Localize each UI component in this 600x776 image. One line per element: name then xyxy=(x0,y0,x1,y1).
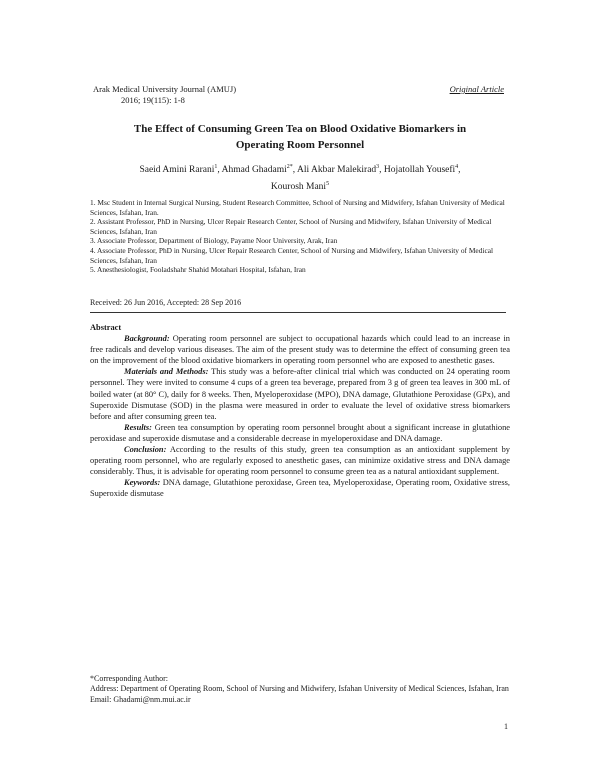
affiliation-item: 1. Msc Student in Internal Surgical Nursing, Student Research Committee, School of Nursing and Midwifery, Isfahan University of Medical Sciences, Isfahan, Iran. xyxy=(90,198,505,217)
abstract-methods xyxy=(90,366,510,421)
paper-title xyxy=(90,121,510,153)
conclusion-label: Conclusion: xyxy=(124,445,167,455)
affiliation-item: 2. Assistant Professor, PhD in Nursing, Ulcer Repair Research Center, School of Nursing and Midwifery, Isfahan University of Medical Sciences, Isfahan, Iran xyxy=(90,217,492,236)
author-affiliation-mark: 5 xyxy=(326,181,330,188)
affiliation-item: 3. Associate Professor, Department of Biology, Payame Noor University, Arak, Iran xyxy=(90,236,338,246)
author-name: Kourosh Mani xyxy=(270,182,327,193)
abstract-conclusion xyxy=(90,444,510,477)
corresponding-address: Address: Department of Operating Room, School of Nursing and Midwifery, Isfahan University of Medical Sciences, Isfahan, Iran xyxy=(90,684,509,694)
abstract-background xyxy=(90,333,510,366)
journal-header xyxy=(93,84,236,106)
results-label: Results: xyxy=(124,422,152,432)
article-type-link[interactable]: Original Article xyxy=(449,84,504,94)
author-name: Ahmad Ghadami xyxy=(221,165,287,176)
corresponding-email[interactable]: Email: Ghadami@nm.mui.ac.ir xyxy=(90,694,191,704)
author-name: Hojatollah Yousefi xyxy=(383,165,456,176)
author-list xyxy=(100,160,500,194)
author-name: Ali Akbar Malekirad xyxy=(297,165,377,176)
header-divider xyxy=(90,312,506,313)
corresponding-label: *Corresponding Author: xyxy=(90,674,168,683)
affiliation-item: 4. Associate Professor, PhD in Nursing, Ulcer Repair Research Center, School of Nursing and Midwifery, Isfahan University of Medical Sciences, Isfahan, Iran xyxy=(90,245,494,265)
author-affiliation-mark: 2* xyxy=(286,164,293,170)
corresponding-author xyxy=(90,674,510,705)
received-accepted-dates: Received: 26 Jun 2016, Accepted: 28 Sep 2016 xyxy=(90,298,242,307)
methods-text: This study was a before-after clinical trial which was conducted on 24 operating room personnel. They were invited to consume 4 cups of a green tea beverage, prepared from 3 g of green tea leaves in 300 mL of boiled water (at 80° C), daily for 8 weeks. Then, Myeloperoxidase (MPO), DNA damage, Glutathione Peroxidase (GPx), and Superoxide Dismutase (SOD) in the plasma were measured in order to evaluate the level of oxidative stress biomarkers before and after consuming green tea. xyxy=(90,367,510,421)
affiliation-item: 5. Anesthesiologist, Fooladshahr Shahid Motahari Hospital, Isfahan, Iran xyxy=(90,265,306,275)
author-affiliation-mark: 3 xyxy=(376,164,380,170)
title-line-2: Operating Room Personnel xyxy=(235,139,365,151)
page-number: 1 xyxy=(504,722,508,731)
abstract-heading: Abstract xyxy=(90,323,122,332)
abstract-section xyxy=(90,322,510,500)
journal-issue: 2016; 19(115): 1-8 xyxy=(121,95,185,105)
journal-name: Arak Medical University Journal (AMUJ) xyxy=(93,84,237,94)
background-label: Background: xyxy=(124,334,170,344)
author-affiliation-mark: 4 xyxy=(455,164,459,170)
abstract-keywords xyxy=(90,477,510,499)
results-text: Green tea consumption by operating room personnel brought about a significant increase in glutathione peroxidase and superoxide dismutase and a considerable decrease in myeloperoxidase and DNA damage. xyxy=(90,422,510,443)
conclusion-text: According to the results of this study, green tea consumption as an antioxidant supplement by operating room personnel, who are regularly exposed to anesthetic gases, can minimize oxidative stress and DNA damage considerably. Thus, it is advisable for operating room personnel to consume green tea as a natural antioxidant supplement. xyxy=(90,445,510,477)
author-affiliation-mark: 1 xyxy=(214,164,218,170)
title-line-1: The Effect of Consuming Green Tea on Blood Oxidative Biomarkers in xyxy=(133,123,467,135)
author-separator: , xyxy=(379,165,384,176)
keywords-label: Keywords: xyxy=(124,478,161,488)
affiliation-list xyxy=(90,198,510,275)
methods-label: Materials and Methods: xyxy=(124,367,209,377)
author-separator: , xyxy=(458,165,461,176)
author-separator: , xyxy=(217,165,222,176)
abstract-results xyxy=(90,422,510,444)
author-name: Saeid Amini Rarani xyxy=(139,165,215,176)
background-text: Operating room personnel are subject to occupational hazards which could lead to an increase in free radicals and develop various diseases. The aim of the present study was to determine the effect of consuming green tea on the improvement of the blood oxidative biomarkers in operating room personnel who are exposed to anesthetic gases. xyxy=(90,334,510,366)
author-separator: , xyxy=(292,165,298,176)
keywords-text: DNA damage, Glutathione peroxidase, Green tea, Myeloperoxidase, Operating room, Oxidative stress, Superoxide dismutase xyxy=(90,478,510,499)
